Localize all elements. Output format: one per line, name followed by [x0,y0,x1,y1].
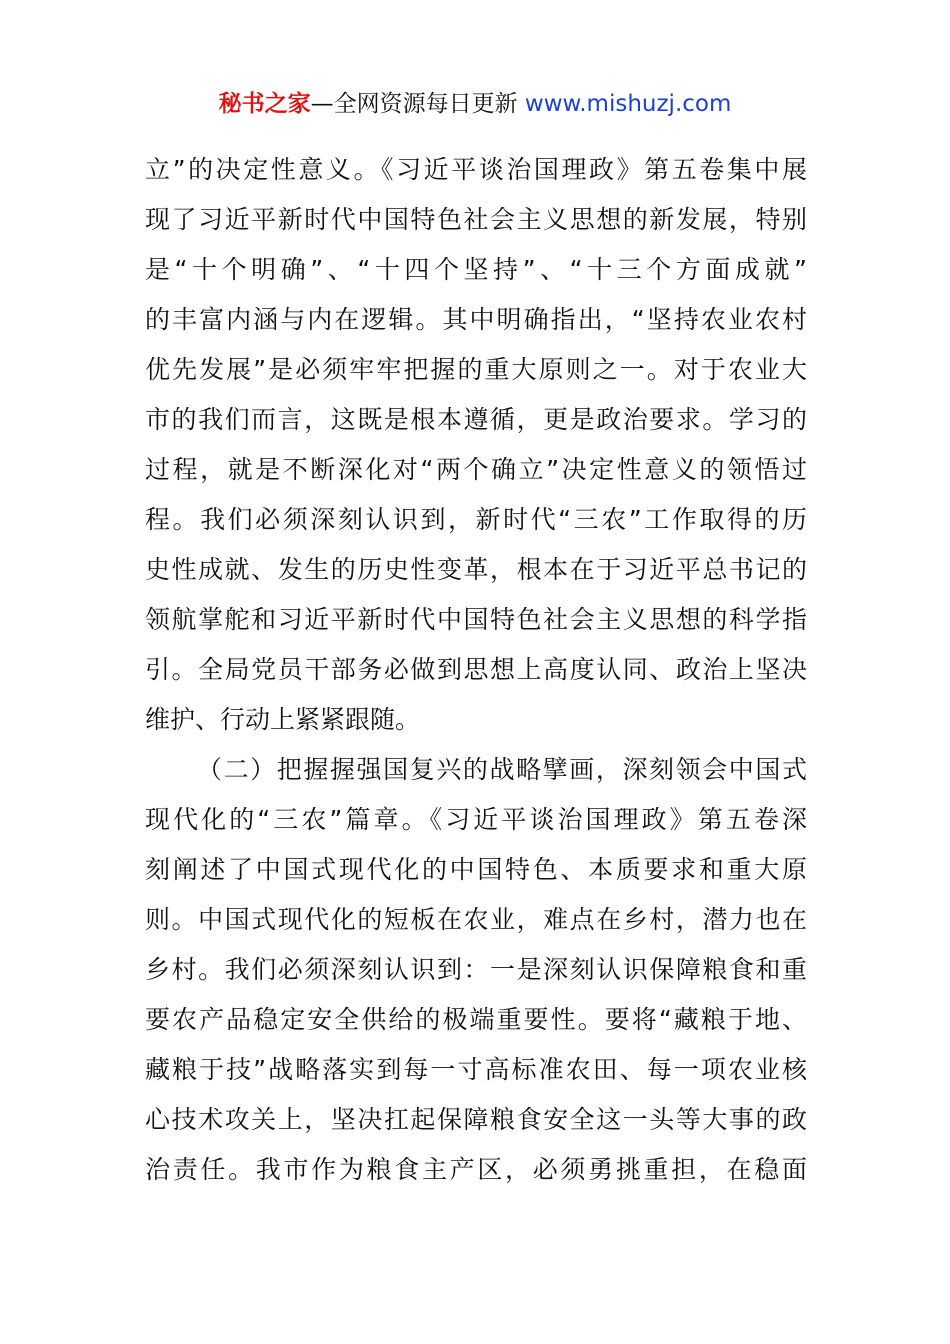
page-header [0,86,950,122]
text-line: 藏粮于技”战略落实到每一寸高标准农田、每一项农业核 [145,1055,807,1084]
text-line: 现了习近平新时代中国特色社会主义思想的新发展，特别 [145,205,807,234]
text-line: 现代化的“三农”篇章。《习近平谈治国理政》第五卷深 [145,805,807,834]
text-line: 引。全局党员干部务必做到思想上高度认同、政治上坚决 [145,655,807,684]
text-line: 维护、行动上紧紧跟随。 [145,705,421,734]
text-line: 立”的决定性意义。《习近平谈治国理政》第五卷集中展 [145,155,807,184]
text-line: 领航掌舵和习近平新时代中国特色社会主义思想的科学指 [145,605,807,634]
text-line: 治责任。我市作为粮食主产区，必须勇挑重担，在稳面 [145,1155,807,1184]
header-url[interactable]: www.mishuzj.com [524,91,732,117]
header-tagline: —全网资源每日更新 [310,91,525,117]
text-line: 优先发展”是必须牢牢把握的重大原则之一。对于农业大 [145,355,807,384]
text-line: 刻阐述了中国式现代化的中国特色、本质要求和重大原 [145,855,807,884]
text-line: 要农产品稳定安全供给的极端重要性。要将“藏粮于地、 [145,1005,807,1034]
text-line: 过程，就是不断深化对“两个确立”决定性意义的领悟过 [145,455,807,484]
text-line: 程。我们必须深刻认识到，新时代“三农”工作取得的历 [145,505,807,534]
text-line: 市的我们而言，这既是根本遵循，更是政治要求。学习的 [145,405,807,434]
document-body [145,145,807,1195]
text-line: 心技术攻关上，坚决扛起保障粮食安全这一头等大事的政 [145,1105,807,1134]
text-line: 是“十个明确”、“十四个坚持”、“十三个方面成就” [145,255,807,284]
text-line: 乡村。我们必须深刻认识到：一是深刻认识保障粮食和重 [145,955,807,984]
header-brand: 秘书之家 [218,91,311,117]
text-line: 的丰富内涵与内在逻辑。其中明确指出，“坚持农业农村 [145,305,807,334]
text-line: 则。中国式现代化的短板在农业，难点在乡村，潜力也在 [145,905,807,934]
text-line: 史性成就、发生的历史性变革，根本在于习近平总书记的 [145,555,807,584]
section-heading-line: （二）把握握强国复兴的战略擘画，深刻领会中国式 [197,755,807,784]
